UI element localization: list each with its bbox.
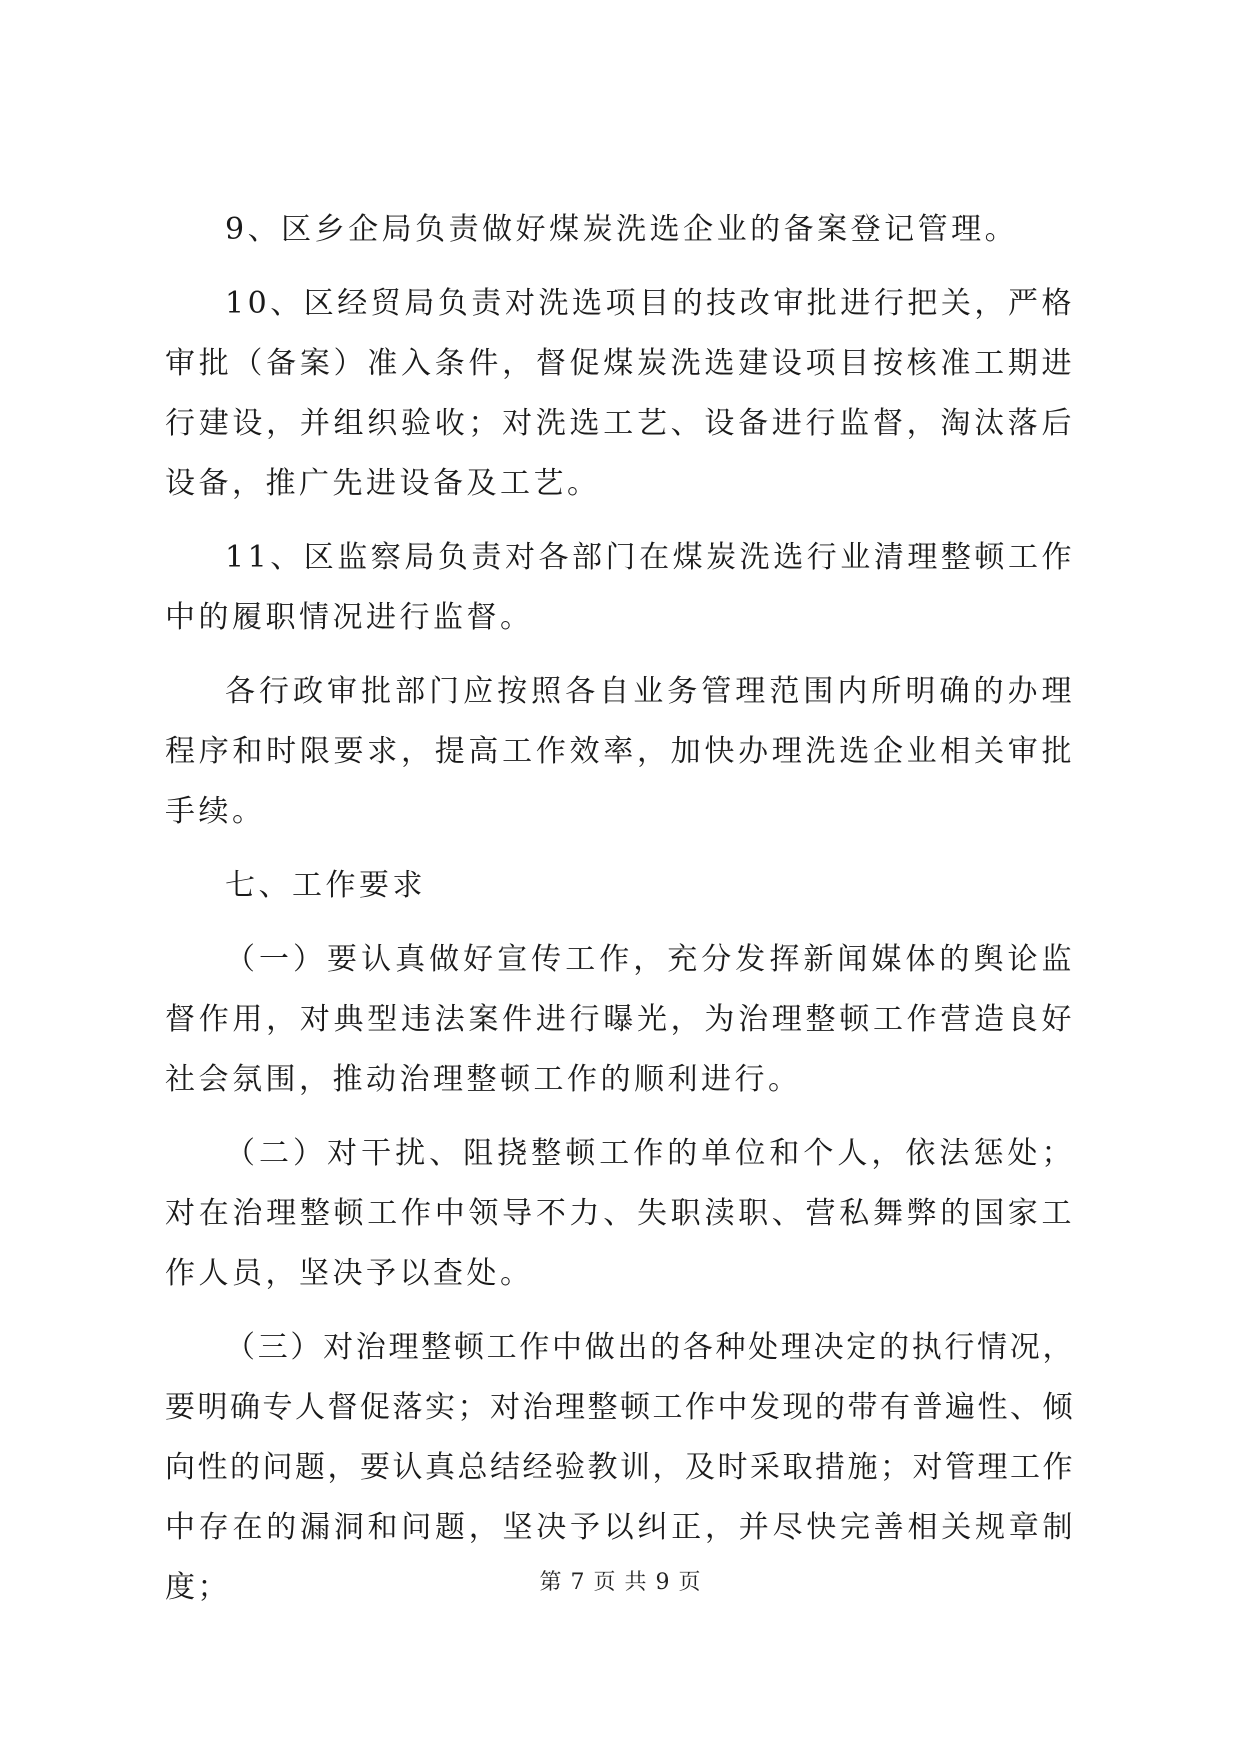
paragraph-requirement-3: （三）对治理整顿工作中做出的各种处理决定的执行情况，要明确专人督促落实；对治理整顿工作中发现的带有普遍性、倾向性的问题，要认真总结经验教训，及时采取措施；对管理工作中存在的漏洞和问题，坚决予以纠正，并尽快完善相关规章制度； [165, 1330, 1075, 1605]
document-body [165, 200, 1075, 1632]
paragraph-requirement-1: （一）要认真做好宣传工作，充分发挥新闻媒体的舆论监督作用，对典型违法案件进行曝光，为治理整顿工作营造良好社会氛围，推动治理整顿工作的顺利进行。 [165, 942, 1075, 1097]
paragraph-requirement-2: （二）对干扰、阻挠整顿工作的单位和个人，依法惩处；对在治理整顿工作中领导不力、失职渎职、营私舞弊的国家工作人员，坚决予以查处。 [165, 1136, 1075, 1291]
page-number-footer: 第 7 页 共 9 页 [539, 1570, 702, 1595]
paragraph-item-11: 11、区监察局负责对各部门在煤炭洗选行业清理整顿工作中的履职情况进行监督。 [165, 540, 1075, 635]
paragraph-item-10: 10、区经贸局负责对洗选项目的技改审批进行把关，严格审批（备案）准入条件，督促煤炭洗选建设项目按核准工期进行建设，并组织验收；对洗选工艺、设备进行监督，淘汰落后设备，推广先进设备及工艺。 [165, 286, 1075, 501]
paragraph-approval-departments: 各行政审批部门应按照各自业务管理范围内所明确的办理程序和时限要求，提高工作效率，加快办理洗选企业相关审批手续。 [165, 674, 1075, 829]
section-heading-work-requirements: 七、工作要求 [225, 868, 426, 903]
paragraph-item-9: 9、区乡企局负责做好煤炭洗选企业的备案登记管理。 [225, 212, 1019, 247]
